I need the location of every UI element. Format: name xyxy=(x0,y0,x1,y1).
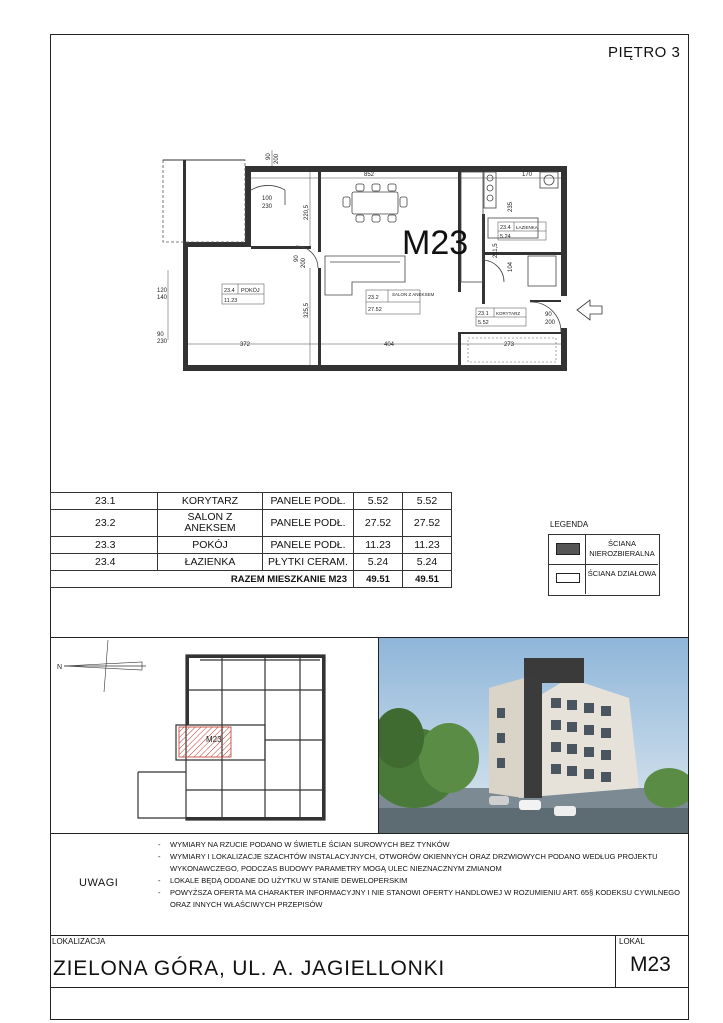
dim-entry-b: 200 xyxy=(545,320,556,326)
dim-door-top-b: 200 xyxy=(274,153,280,164)
row-area1: 27.52 xyxy=(354,510,403,537)
plan-label-hall-name: KORYTARZ xyxy=(496,311,521,316)
note-item: - LOKALE BĘDĄ ODDANE DO UŻYTKU W STANIE DEWELOPERSKIM xyxy=(170,875,680,887)
dim-kitchen: 170 xyxy=(522,172,533,178)
plan-label-pokoj-name: POKÓJ xyxy=(241,288,260,294)
row-area2: 27.52 xyxy=(403,510,452,537)
plan-label-bath-area: 5.24 xyxy=(500,234,511,240)
dim-door-mid-b: 200 xyxy=(301,257,307,268)
plan-label-salon-area: 27.52 xyxy=(368,307,382,313)
address: ZIELONA GÓRA, UL. A. JAGIELLONKI xyxy=(53,957,446,980)
row-floor: PANELE PODŁ. xyxy=(263,493,354,510)
dim-left-d: 230 xyxy=(157,339,168,345)
table-row xyxy=(51,537,452,554)
rooms-table xyxy=(50,492,452,588)
row-floor: PŁYTKI CERAM. xyxy=(263,554,354,571)
note-item: - WYMIARY I LOKALIZACJE SZACHTÓW INSTALACYJNYCH, OTWORÓW OKIENNYCH ORAZ DRZWIOWYCH PODANO WEDŁUG PROJEKTU WYKONAWCZEGO, PODCZAS BUDOWY PARAMETRY MOGĄ ULEC NIEZNACZNYM ZMIANOM xyxy=(170,851,680,875)
wall-top xyxy=(245,166,567,172)
plan-unit-label: M23 xyxy=(402,224,469,262)
legend-swatch-solid xyxy=(556,543,580,555)
divider-notes xyxy=(50,935,689,936)
balcony xyxy=(163,160,245,242)
door-arc-hall xyxy=(251,185,285,190)
table-total-row xyxy=(51,571,452,588)
row-area1: 5.52 xyxy=(354,493,403,510)
table-row xyxy=(51,510,452,537)
divider-keyplan xyxy=(50,833,689,834)
dining-table xyxy=(343,184,407,222)
table-row xyxy=(51,493,452,510)
row-area2: 11.23 xyxy=(403,537,452,554)
row-floor: PANELE PODŁ. xyxy=(263,537,354,554)
notes-list xyxy=(170,839,680,911)
row-num: 23.1 xyxy=(51,493,158,510)
keyplan-unit-label: M23 xyxy=(206,735,222,744)
legend-title: LEGENDA xyxy=(550,520,589,529)
divider-footer xyxy=(50,987,689,988)
row-area1: 5.24 xyxy=(354,554,403,571)
dim-pokoj-h: 325,5 xyxy=(304,302,310,318)
dim-hall-w: 100 xyxy=(262,196,273,202)
floor-plan xyxy=(150,140,620,390)
plan-label-pokoj-num: 23.4 xyxy=(224,288,235,294)
unit-code: M23 xyxy=(630,953,671,976)
dim-door-top: 90 xyxy=(266,153,272,160)
plan-label-bath-name: ŁAZIENKA xyxy=(516,225,538,230)
row-area2: 5.24 xyxy=(403,554,452,571)
dim-bath-h: 104 xyxy=(508,261,514,272)
note-item: - WYMIARY NA RZUCIE PODANO W ŚWIETLE ŚCIAN SUROWYCH BEZ TYNKÓW xyxy=(170,839,680,851)
dim-entry-a: 90 xyxy=(545,312,552,318)
dim-bath-v: 211,5 xyxy=(493,243,499,258)
dim-bottom-mid: 404 xyxy=(384,342,395,348)
dim-v220: 220,5 xyxy=(304,204,310,220)
total-area2: 49.51 xyxy=(403,571,452,588)
table-row xyxy=(51,554,452,571)
row-name: POKÓJ xyxy=(158,537,263,554)
legend-item-2: ŚCIANA DZIAŁOWA xyxy=(587,569,657,578)
row-name: KORYTARZ xyxy=(158,493,263,510)
unit-highlight xyxy=(179,727,231,757)
plan-label-bath-num: 23.4 xyxy=(500,225,511,231)
total-area1: 49.51 xyxy=(354,571,403,588)
building-rendering xyxy=(379,638,688,833)
floor-label: PIĘTRO 3 xyxy=(608,44,681,61)
row-name: ŁAZIENKA xyxy=(158,554,263,571)
legend-item-1: ŚCIANA NIEROZBIERALNA xyxy=(589,539,655,558)
dim-vk: 235 xyxy=(508,201,514,212)
plan-label-salon-name: SALON Z ANEKSEM xyxy=(392,292,435,297)
row-num: 23.2 xyxy=(51,510,158,537)
row-name: SALON Z ANEKSEM xyxy=(158,510,263,537)
dim-door-mid: 90 xyxy=(294,255,300,262)
row-num: 23.4 xyxy=(51,554,158,571)
row-area2: 5.52 xyxy=(403,493,452,510)
plan-label-hall-area: 5.52 xyxy=(478,320,489,326)
legend-swatch-outline xyxy=(556,573,580,583)
notes-title: UWAGI xyxy=(79,877,119,889)
note-item: - POWYŻSZA OFERTA MA CHARAKTER INFORMACYJNY I NIE STANOWI OFERTY HANDLOWEJ W ROZUMIENIU ART. 65§ KODEKSU CYWILNEGO ORAZ INNYCH WŁAŚCIWYCH PRZEPISÓW xyxy=(170,887,680,911)
location-caption: LOKALIZACJA xyxy=(52,937,106,946)
divider-lokal xyxy=(615,935,616,987)
row-num: 23.3 xyxy=(51,537,158,554)
plan-label-pokoj-area: 11.23 xyxy=(224,298,238,304)
row-area1: 11.23 xyxy=(354,537,403,554)
plan-label-hall-num: 23.1 xyxy=(478,311,489,317)
door-arc-bath xyxy=(482,260,504,282)
dim-bottom-left: 372 xyxy=(240,342,251,348)
dim-hall-h: 230 xyxy=(262,204,273,210)
total-label: RAZEM MIESZKANIE M23 xyxy=(51,571,354,588)
dim-left-b: 140 xyxy=(157,295,168,301)
dim-bottom-right: 273 xyxy=(504,342,515,348)
dim-left-a: 120 xyxy=(157,288,168,294)
row-floor: PANELE PODŁ. xyxy=(263,510,354,537)
north-arrow-icon xyxy=(57,640,146,692)
sofa xyxy=(325,256,405,295)
unit-caption: LOKAL xyxy=(619,937,645,946)
dim-left-c: 90 xyxy=(157,332,164,338)
dim-top: 852 xyxy=(364,172,375,178)
wall-bottom xyxy=(183,365,567,371)
key-plan xyxy=(52,640,376,830)
svg-text:N: N xyxy=(57,664,63,671)
plan-label-salon-num: 23.2 xyxy=(368,295,379,301)
entry-arrow-icon xyxy=(577,300,602,320)
